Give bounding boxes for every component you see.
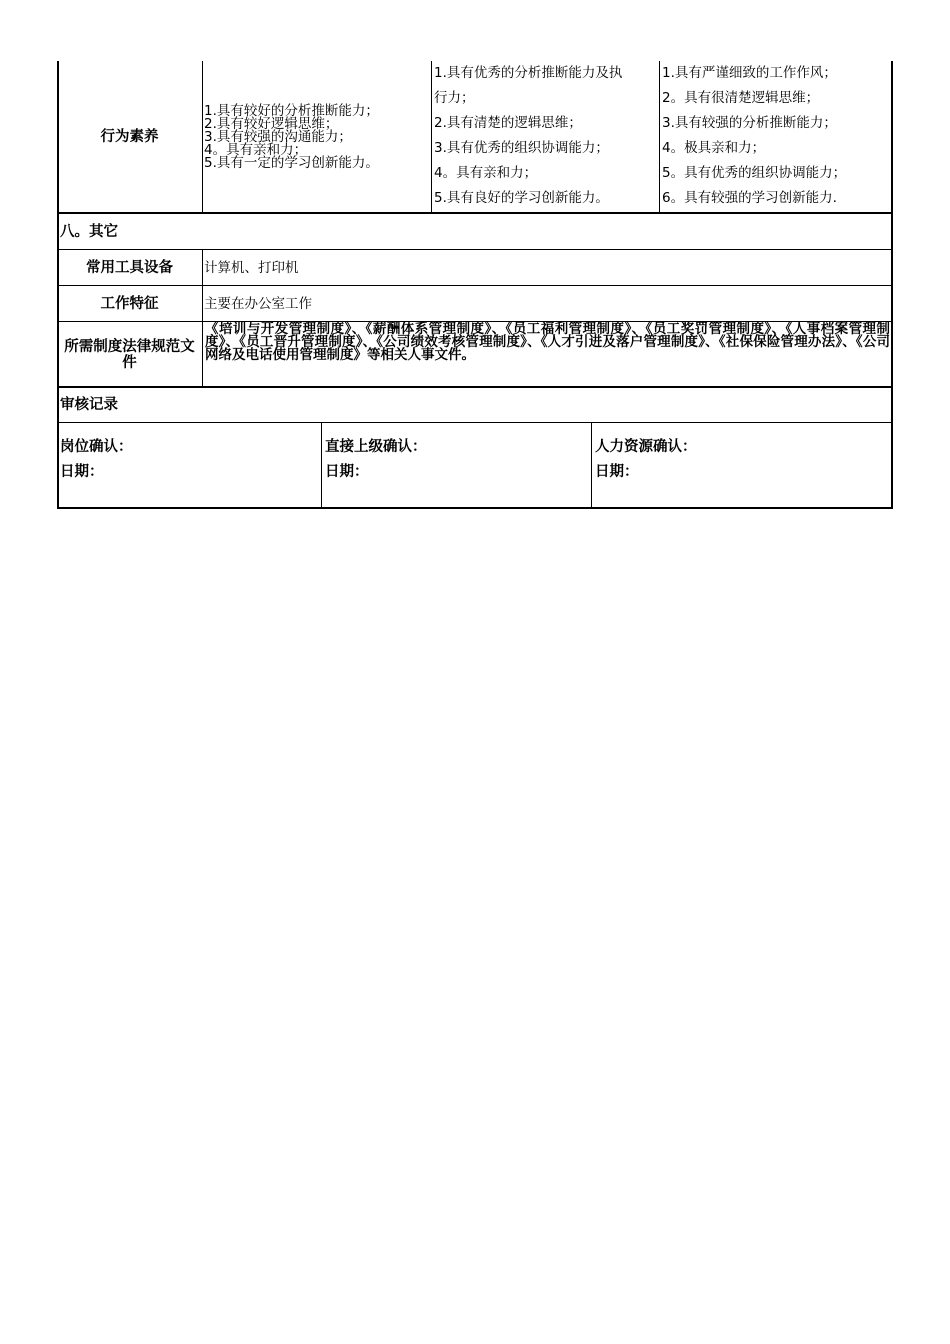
divider <box>591 422 592 508</box>
behavior-level-1-items <box>204 102 379 171</box>
table-border-bottom <box>57 507 893 509</box>
supervisor-date-label: 日期： <box>325 464 369 480</box>
divider <box>57 285 893 286</box>
list-item: 1.具有较好的分析推断能力； <box>204 102 379 119</box>
supervisor-confirm-block <box>322 423 591 509</box>
position-date-label: 日期： <box>60 464 104 480</box>
position-confirm-label: 岗位确认： <box>60 439 133 455</box>
divider <box>659 61 660 213</box>
hr-confirm-label: 人力资源确认： <box>595 439 697 455</box>
divider <box>321 422 322 508</box>
list-item: 3.具有较强的沟通能力； <box>204 128 352 145</box>
divider <box>202 61 203 213</box>
list-item: 5.具有一定的学习创新能力。 <box>204 154 379 171</box>
tools-value: 计算机、打印机 <box>204 259 299 276</box>
laws-value: 《培训与开发管理制度》、《薪酬体系管理制度》、《员工福利管理制度》、《员工奖罚管理制度》、《人事档案管理制度》、《员工晋升管理制度》、《公司绩效考核管理制度》、《人才引进及落户管理制度》、《社保保险管理办法》、《公司网络及电话使用管理制度》等相关人事文件。 <box>205 322 890 363</box>
list-item: 1.具有优秀的分析推断能力及执 <box>434 65 623 81</box>
work-feature-value: 主要在办公室工作 <box>204 295 312 312</box>
list-item: 2.具有较好逻辑思维； <box>204 115 339 132</box>
list-item: 5。具有优秀的组织协调能力； <box>662 165 847 181</box>
list-item: 2。具有很清楚逻辑思维； <box>662 90 820 106</box>
tools-label: 常用工具设备 <box>86 259 173 276</box>
list-item: 2.具有清楚的逻辑思维； <box>434 115 582 131</box>
behavior-level-1-list <box>203 61 431 213</box>
divider <box>57 386 893 388</box>
position-confirm-block <box>57 423 321 509</box>
supervisor-confirm-label: 直接上级确认： <box>325 439 427 455</box>
job-description-table <box>57 61 893 509</box>
behavior-level-2-list <box>432 61 659 213</box>
hr-date-label: 日期： <box>595 464 639 480</box>
list-item: 4。具有亲和力； <box>204 141 308 158</box>
hr-confirm-block <box>592 423 893 509</box>
list-item: 4。具有亲和力； <box>434 165 538 181</box>
list-item: 4。极具亲和力； <box>662 140 766 156</box>
behavior-level-3-list <box>660 61 893 213</box>
divider <box>431 61 432 213</box>
divider <box>202 249 203 387</box>
section-review-title: 审核记录 <box>60 397 118 413</box>
list-item: 3.具有优秀的组织协调能力； <box>434 140 609 156</box>
divider <box>57 212 893 214</box>
work-feature-label: 工作特征 <box>100 295 159 312</box>
list-item: 5.具有良好的学习创新能力。 <box>434 190 609 206</box>
section-other-title: 八。其它 <box>60 223 118 240</box>
list-item: 6。具有较强的学习创新能力. <box>662 190 837 206</box>
list-item: 3.具有较强的分析推断能力； <box>662 115 837 131</box>
list-item: 行力； <box>434 90 475 106</box>
divider <box>57 249 893 250</box>
divider <box>57 321 893 322</box>
list-item: 1.具有严谨细致的工作作风； <box>662 65 837 81</box>
divider <box>57 422 893 423</box>
laws-label: 所需制度法律规范文件 <box>64 338 195 371</box>
behavior-label: 行为素养 <box>100 129 159 145</box>
